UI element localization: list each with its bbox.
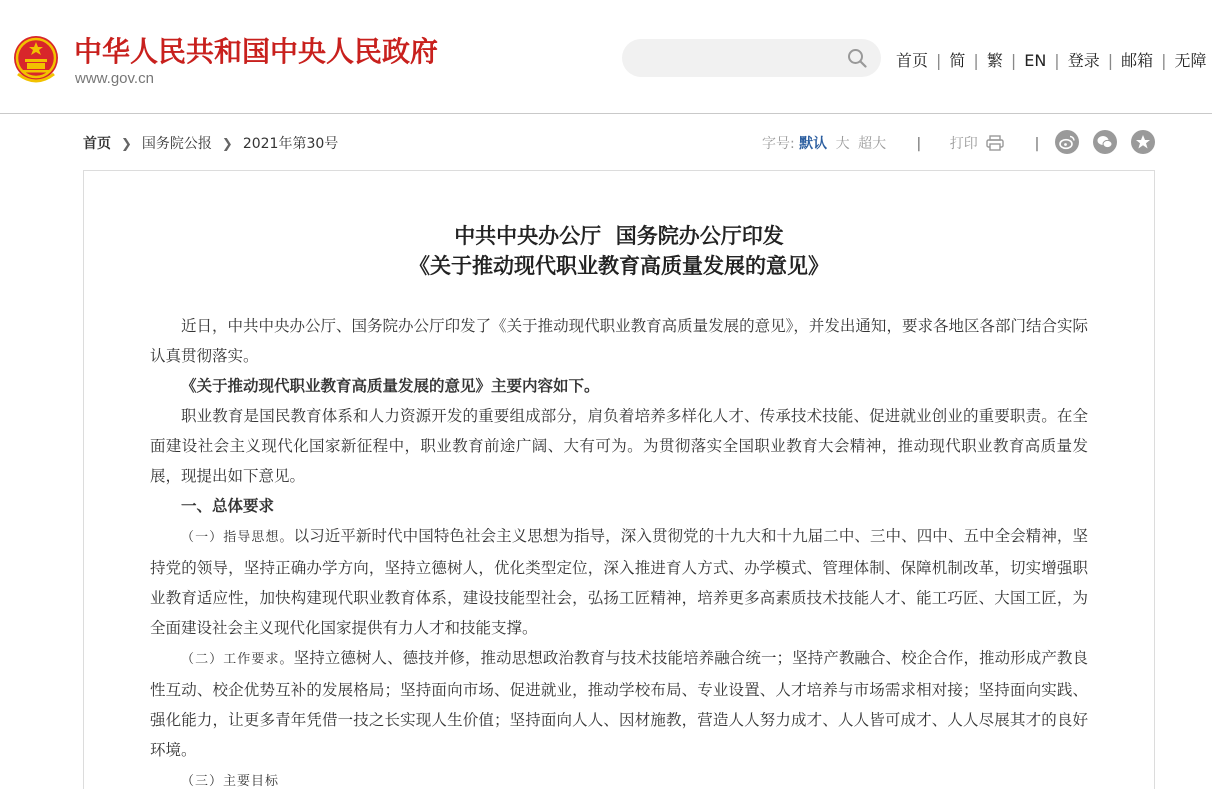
- nav-divider: |: [1054, 51, 1060, 70]
- wechat-share-button[interactable]: [1093, 130, 1117, 154]
- breadcrumb-home-link[interactable]: 首页: [83, 136, 111, 152]
- nav-divider: |: [1161, 51, 1167, 70]
- article-title-line2: 《关于推动现代职业教育高质量发展的意见》: [409, 253, 829, 278]
- font-size-default-button[interactable]: 默认: [799, 136, 828, 152]
- nav-accessibility-link[interactable]: 无障: [1174, 51, 1207, 70]
- subsection-label: （二）工作要求。: [181, 652, 294, 667]
- nav-mail-link[interactable]: 邮箱: [1121, 51, 1154, 70]
- article-title: [83, 221, 1155, 281]
- subsection-text: 坚持立德树人、德技并修，推动思想政治教育与技术技能培养融合统一；坚持产教融合、校企合作，推动形成产教良性互动、校企优势互补的发展格局；坚持面向市场、促进就业，推动学校布局、专业设置、人才培养与市场需求相对接；坚持面向实践、强化能力，让更多青年凭借一技之长实现人生价值；坚持面向人人、因材施教，营造人人努力成才、人人皆可成才、人人尽展其才的良好环境。: [150, 649, 1088, 759]
- print-label[interactable]: 打印: [949, 136, 978, 152]
- subsection-label: （三）主要目标: [181, 774, 280, 789]
- article-title-line1: 中共中央办公厅 国务院办公厅印发: [454, 223, 784, 248]
- nav-login-link[interactable]: 登录: [1067, 51, 1100, 70]
- tools-divider: |: [916, 136, 922, 152]
- nav-english-link[interactable]: EN: [1024, 51, 1047, 70]
- star-icon: [1131, 130, 1155, 154]
- paragraph-emphasis: 《关于推动现代职业教育高质量发展的意见》主要内容如下。: [181, 377, 600, 395]
- paragraph: [150, 765, 1088, 789]
- breadcrumb-issue-label: 2021年第30号: [242, 136, 339, 152]
- font-size-large-button[interactable]: 大: [835, 136, 850, 152]
- tools-divider: |: [1034, 136, 1040, 152]
- weibo-icon: [1055, 130, 1079, 154]
- paragraph: 近日，中共中央办公厅、国务院办公厅印发了《关于推动现代职业教育高质量发展的意见》，并发出通知，要求各地区各部门结合实际认真贯彻落实。: [150, 317, 1088, 365]
- nav-traditional-link[interactable]: 繁: [986, 51, 1003, 70]
- subsection-text: 以习近平新时代中国特色社会主义思想为指导，深入贯彻党的十九大和十九届二中、三中、四中、五中全会精神，坚持党的领导，坚持正确办学方向，坚持立德树人，优化类型定位，深入推进育人方式、办学模式、管理体制、保障机制改革，切实增强职业教育适应性，加快构建现代职业教育体系，建设技能型社会，弘扬工匠精神，培养更多高素质技术技能人才、能工巧匠、大国工匠，为全面建设社会主义现代化国家提供有力人才和技能支撑。: [150, 527, 1088, 637]
- breadcrumb: [83, 133, 338, 153]
- printer-icon[interactable]: [986, 135, 1004, 151]
- subsection-label: （一）指导思想。: [181, 530, 294, 545]
- paragraph: [150, 521, 1088, 643]
- nav-simplified-link[interactable]: 简: [949, 51, 966, 70]
- top-nav: [896, 48, 1207, 71]
- nav-divider: |: [936, 51, 942, 70]
- weibo-share-button[interactable]: [1055, 130, 1079, 154]
- site-title[interactable]: 中华人民共和国中央人民政府: [74, 35, 439, 68]
- wechat-icon: [1093, 130, 1117, 154]
- nav-divider: |: [973, 51, 979, 70]
- font-size-xlarge-button[interactable]: 超大: [858, 136, 887, 152]
- search-input[interactable]: [622, 39, 881, 77]
- chevron-right-icon: ❯: [221, 137, 233, 152]
- site-domain[interactable]: www.gov.cn: [75, 70, 154, 87]
- nav-divider: |: [1010, 51, 1017, 70]
- nav-home-link[interactable]: 首页: [896, 51, 929, 70]
- paragraph: [150, 643, 1088, 765]
- article-body: [150, 311, 1088, 789]
- breadcrumb-section-link[interactable]: 国务院公报: [141, 136, 212, 152]
- favorite-button[interactable]: [1131, 130, 1155, 154]
- paragraph: 职业教育是国民教育体系和人力资源开发的重要组成部分，肩负着培养多样化人才、传承技术技能、促进就业创业的重要职责。在全面建设社会主义现代化国家新征程中，职业教育前途广阔、大有可为。为贯彻落实全国职业教育大会精神，推动现代职业教育高质量发展，现提出如下意见。: [150, 407, 1088, 485]
- national-emblem-icon[interactable]: [12, 34, 60, 86]
- site-header: [0, 0, 1212, 114]
- font-size-label: 字号:: [762, 136, 795, 152]
- search-icon[interactable]: [847, 48, 867, 68]
- section-heading: 一、总体要求: [181, 497, 275, 515]
- nav-divider: |: [1107, 51, 1114, 70]
- chevron-right-icon: ❯: [121, 137, 132, 152]
- article-tools: [762, 133, 1039, 153]
